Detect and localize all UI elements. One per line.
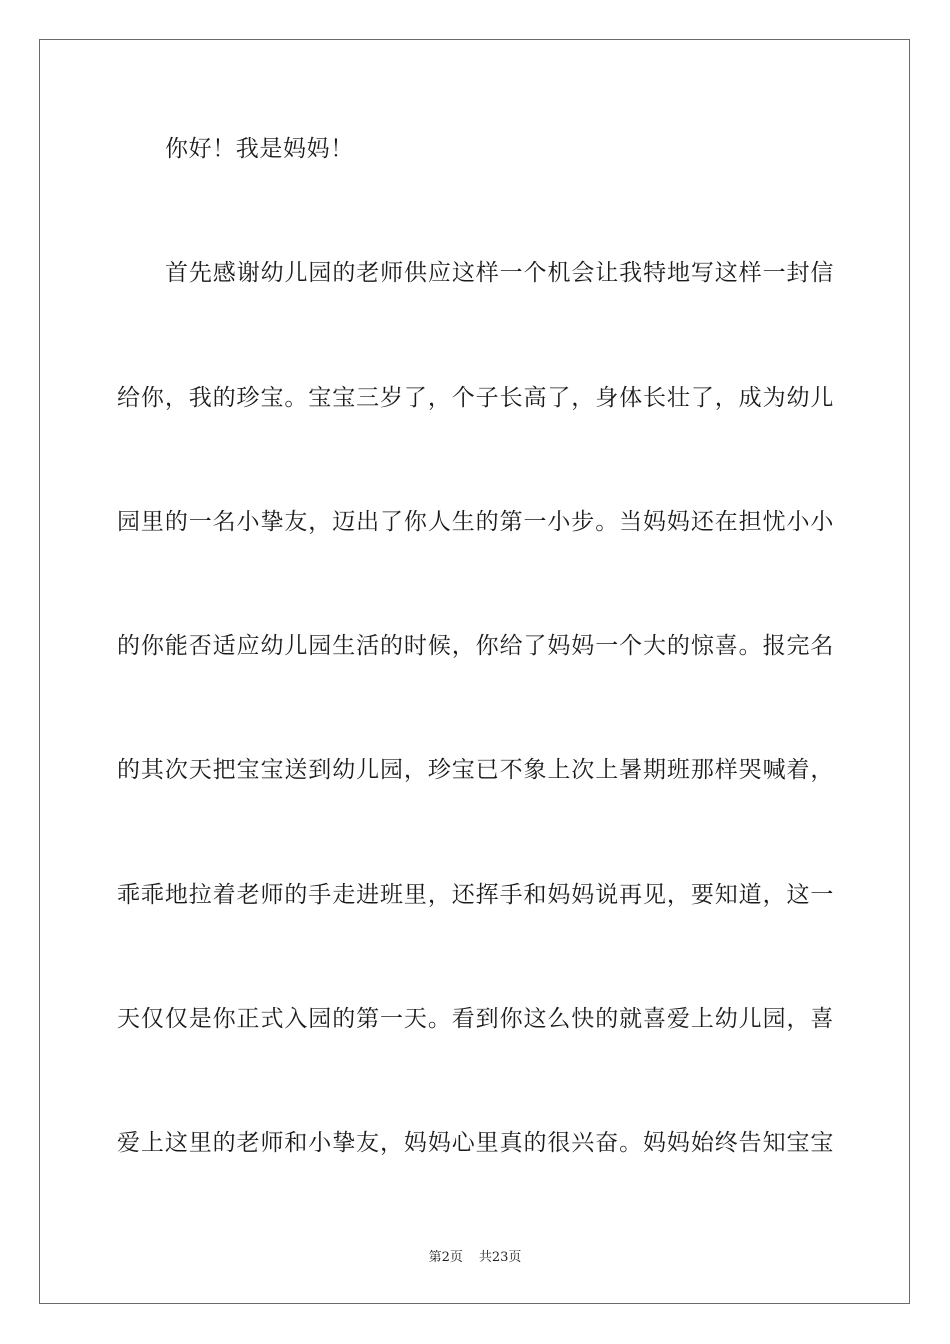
page-border — [39, 39, 910, 1304]
body-line-8: 爱上这里的老师和小挚友，妈妈心里真的很兴奋。妈妈始终告知宝宝 — [117, 1130, 834, 1156]
page-footer — [0, 1249, 950, 1267]
body-line-2: 给你，我的珍宝。宝宝三岁了，个子长高了，身体长壮了，成为幼儿 — [117, 385, 834, 411]
body-line-7: 天仅仅是你正式入园的第一天。看到你这么快的就喜爱上幼儿园，喜 — [117, 1006, 834, 1032]
page-number: 第2页 — [428, 1250, 463, 1265]
page-total: 共23页 — [478, 1250, 522, 1265]
greeting-line: 你好！我是妈妈！ — [165, 136, 354, 162]
body-line-6: 乖乖地拉着老师的手走进班里，还挥手和妈妈说再见，要知道，这一 — [117, 882, 834, 908]
body-line-5: 的其次天把宝宝送到幼儿园，珍宝已不象上次上暑期班那样哭喊着， — [117, 757, 834, 783]
body-line-4: 的你能否适应幼儿园生活的时候，你给了妈妈一个大的惊喜。报完名 — [117, 633, 834, 659]
body-line-1: 首先感谢幼儿园的老师供应这样一个机会让我特地写这样一封信 — [165, 260, 834, 286]
body-line-3: 园里的一名小挚友，迈出了你人生的第一小步。当妈妈还在担忧小小 — [117, 509, 834, 535]
